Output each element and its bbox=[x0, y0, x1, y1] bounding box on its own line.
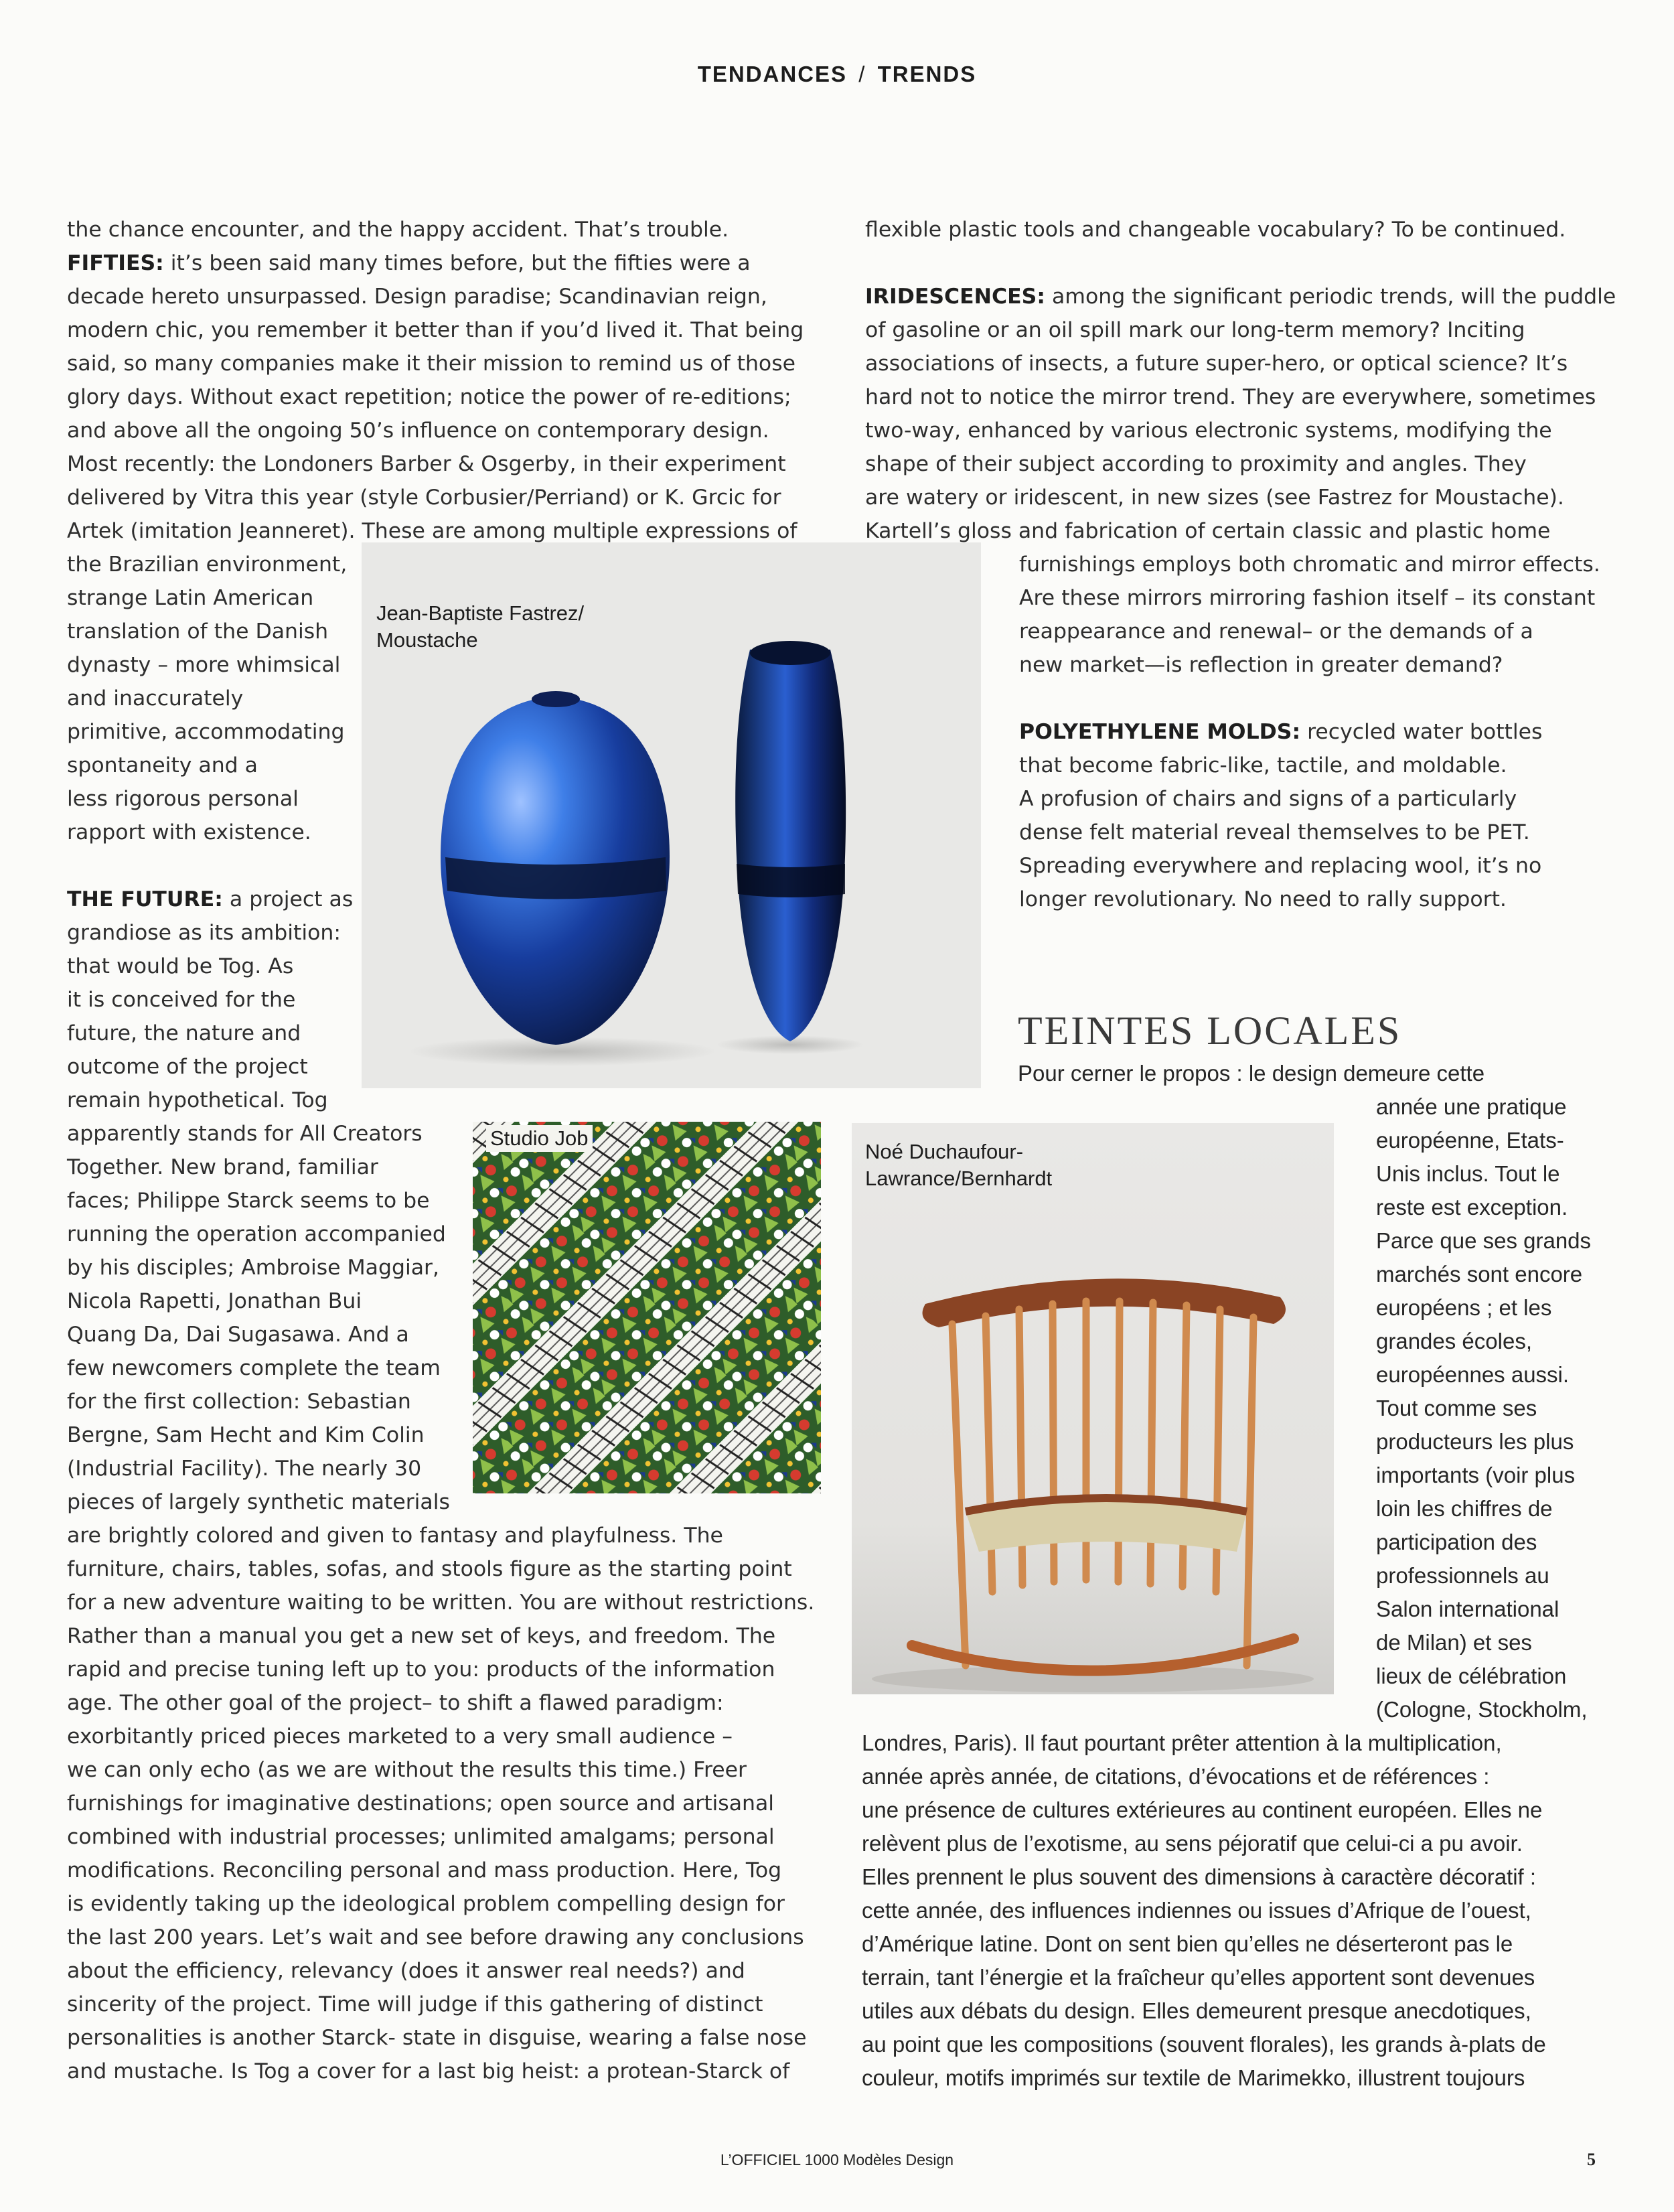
body-text-line: Artek (imitation Jeanneret). These are among multiple expressions of bbox=[67, 519, 797, 543]
body-text-line: primitive, accommodating bbox=[67, 720, 345, 744]
patterned-textile-image bbox=[473, 1122, 821, 1493]
body-text-line: dynasty – more whimsical bbox=[67, 653, 341, 677]
french-text-line: reste est exception. bbox=[1376, 1195, 1568, 1220]
french-text-line: Unis inclus. Tout le bbox=[1376, 1161, 1560, 1186]
body-text-line: are watery or iridescent, in new sizes (see Fastrez for Moustache). bbox=[865, 486, 1564, 510]
body-text-line: Kartell’s gloss and fabrication of certain classic and plastic home bbox=[865, 519, 1551, 543]
french-text-line: loin les chiffres de bbox=[1376, 1496, 1553, 1521]
body-text-line: personalities is another Starck- state in disguise, wearing a false nose bbox=[67, 2026, 807, 2050]
body-text-line: age. The other goal of the project– to shift a flawed paradigm: bbox=[67, 1691, 724, 1715]
body-text-line: Rather than a manual you get a new set of keys, and freedom. The bbox=[67, 1624, 776, 1648]
body-text-span: recycled water bottles bbox=[1307, 720, 1543, 744]
french-text-line: (Cologne, Stockholm, bbox=[1376, 1697, 1588, 1722]
body-text-line: outcome of the project bbox=[67, 1055, 308, 1079]
chair-photo-caption bbox=[865, 1138, 1052, 1192]
body-text-line: rapid and precise tuning left up to you: products of the information bbox=[67, 1657, 775, 1682]
french-text-line: producteurs les plus bbox=[1376, 1429, 1574, 1454]
french-text-line: lieux de célébration bbox=[1376, 1664, 1567, 1688]
body-text-line: sincerity of the project. Time will judge if this gathering of distinct bbox=[67, 1992, 763, 2016]
body-text-line: longer revolutionary. No need to rally support. bbox=[1019, 887, 1507, 911]
body-text-line: shape of their subject according to proximity and angles. They bbox=[865, 452, 1527, 476]
body-text-line: we can only echo (as we are without the results this time.) Freer bbox=[67, 1758, 747, 1782]
french-text-line: Pour cerner le propos : le design demeure cette bbox=[1018, 1061, 1485, 1086]
body-text-line: reappearance and renewal– or the demands of a bbox=[1019, 619, 1533, 644]
studio-job-photo bbox=[473, 1122, 821, 1493]
french-text-line: importants (voir plus bbox=[1376, 1463, 1576, 1487]
body-text-line: and inaccurately bbox=[67, 686, 244, 711]
body-text-line: furnishings employs both chromatic and mirror effects. bbox=[1019, 552, 1600, 577]
body-text-line: rapport with existence. bbox=[67, 820, 311, 844]
body-text-line: of gasoline or an oil spill mark our long-term memory? Inciting bbox=[865, 318, 1525, 342]
french-text-line: Parce que ses grands bbox=[1376, 1228, 1592, 1253]
running-head-fr: TENDANCES bbox=[697, 62, 848, 86]
body-text-line: modern chic, you remember it better than if you’d lived it. That being bbox=[67, 318, 804, 342]
body-text-span: a project as bbox=[229, 887, 354, 911]
french-text-line: grandes écoles, bbox=[1376, 1329, 1532, 1353]
body-text-line bbox=[865, 280, 1616, 313]
body-text-line: future, the nature and bbox=[67, 1021, 301, 1045]
body-text-span: among the significant periodic trends, will the puddle bbox=[1051, 285, 1616, 309]
body-text-line: few newcomers complete the team bbox=[67, 1356, 441, 1380]
body-text-line: about the efficiency, relevancy (does it answer real needs?) and bbox=[67, 1959, 745, 1983]
caption-line: Moustache bbox=[376, 628, 478, 652]
running-head-en: TRENDS bbox=[877, 62, 977, 86]
french-text-line: couleur, motifs imprimés sur textile de Marimekko, illustrent toujours bbox=[862, 2065, 1525, 2090]
body-text-line: decade hereto unsurpassed. Design paradise; Scandinavian reign, bbox=[67, 285, 767, 309]
french-text-line: terrain, tant l’énergie et la fraîcheur qu’elles apportent sont devenues bbox=[862, 1965, 1535, 1990]
lead-the-future: THE FUTURE: bbox=[67, 887, 223, 911]
body-text-line: two-way, enhanced by various electronic systems, modifying the bbox=[865, 419, 1552, 443]
french-text-line: marchés sont encore bbox=[1376, 1262, 1583, 1286]
body-text-line: furnishings for imaginative destinations; open source and artisanal bbox=[67, 1791, 775, 1816]
vases-photo-caption bbox=[376, 600, 584, 654]
french-text-line: au point que les compositions (souvent florales), les grands à-plats de bbox=[862, 2032, 1546, 2057]
french-text-line: Salon international bbox=[1376, 1597, 1559, 1621]
body-text-line: strange Latin American bbox=[67, 586, 314, 610]
body-text-line: dense felt material reveal themselves to be PET. bbox=[1019, 820, 1530, 844]
body-text-line: (Industrial Facility). The nearly 30 bbox=[67, 1457, 422, 1481]
french-text-line: année une pratique bbox=[1376, 1094, 1567, 1119]
body-text-span: it’s been said many times before, but the fifties were a bbox=[170, 251, 751, 275]
body-text-line: that become fabric-like, tactile, and moldable. bbox=[1019, 753, 1507, 778]
body-text-line: associations of insects, a future super-hero, or optical science? It’s bbox=[865, 352, 1568, 376]
french-text-line: européenne, Etats- bbox=[1376, 1128, 1564, 1153]
french-text-line: européennes aussi. bbox=[1376, 1362, 1570, 1387]
body-text-line: furniture, chairs, tables, sofas, and stools figure as the starting point bbox=[67, 1557, 792, 1581]
page-number: 5 bbox=[1587, 2150, 1596, 2169]
body-text-line: are brightly colored and given to fantasy and playfulness. The bbox=[67, 1524, 723, 1548]
body-text-line: combined with industrial processes; unlimited amalgams; personal bbox=[67, 1825, 775, 1849]
body-text-line bbox=[67, 883, 353, 916]
caption-line: Jean-Baptiste Fastrez/ bbox=[376, 601, 585, 625]
body-text-line: Bergne, Sam Hecht and Kim Colin bbox=[67, 1423, 425, 1447]
body-text-line: running the operation accompanied bbox=[67, 1222, 446, 1246]
body-text-line: less rigorous personal bbox=[67, 787, 299, 811]
body-text-line: translation of the Danish bbox=[67, 619, 329, 644]
body-text-line: remain hypothetical. Tog bbox=[67, 1088, 328, 1112]
body-text-line: delivered by Vitra this year (style Corbusier/Perriand) or K. Grcic for bbox=[67, 486, 781, 510]
body-text-line: the Brazilian environment, bbox=[67, 552, 348, 577]
body-text-line: for the first collection: Sebastian bbox=[67, 1390, 411, 1414]
body-text-line: Together. New brand, familiar bbox=[67, 1155, 378, 1179]
french-text-line: européens ; et les bbox=[1376, 1295, 1552, 1320]
body-text-line bbox=[1019, 715, 1542, 749]
caption-line: Noé Duchaufour- bbox=[865, 1140, 1024, 1163]
section-title-teintes-locales: TEINTES LOCALES bbox=[1018, 1009, 1402, 1053]
french-text-line: d’Amérique latine. Dont on sent bien qu’elles ne déserteront pas le bbox=[862, 1931, 1513, 1956]
body-text-line: and above all the ongoing 50’s influence on contemporary design. bbox=[67, 419, 769, 443]
studio-job-caption: Studio Job bbox=[486, 1125, 593, 1152]
french-text-line: cette année, des influences indiennes ou issues d’Afrique de l’ouest, bbox=[862, 1898, 1531, 1923]
running-head-separator: / bbox=[858, 62, 866, 86]
body-text-line: said, so many companies make it their mission to remind us of those bbox=[67, 352, 795, 376]
body-text-line: Nicola Rapetti, Jonathan Bui bbox=[67, 1289, 362, 1313]
french-text-line: une présence de cultures extérieures au continent européen. Elles ne bbox=[862, 1797, 1543, 1822]
body-text-line: Are these mirrors mirroring fashion itself – its constant bbox=[1019, 586, 1596, 610]
body-text-line: hard not to notice the mirror trend. They are everywhere, sometimes bbox=[865, 385, 1596, 409]
body-text-line: pieces of largely synthetic materials bbox=[67, 1490, 450, 1514]
running-head bbox=[0, 62, 1674, 87]
body-text-line: Most recently: the Londoners Barber & Osgerby, in their experiment bbox=[67, 452, 786, 476]
body-text-line: grandiose as its ambition: bbox=[67, 921, 341, 945]
french-text-line: relèvent plus de l’exotisme, au sens péjoratif que celui-ci a pu avoir. bbox=[862, 1831, 1523, 1856]
french-text-line: Tout comme ses bbox=[1376, 1396, 1537, 1420]
footer-publication: L’OFFICIEL 1000 Modèles Design bbox=[720, 2151, 954, 2168]
body-text-line: and mustache. Is Tog a cover for a last big heist: a protean-Starck of bbox=[67, 2059, 790, 2083]
body-text-line: exorbitantly priced pieces marketed to a very small audience – bbox=[67, 1724, 733, 1749]
body-text-line: glory days. Without exact repetition; notice the power of re-editions; bbox=[67, 385, 791, 409]
body-text-line bbox=[67, 246, 751, 280]
body-text-line: A profusion of chairs and signs of a particularly bbox=[1019, 787, 1517, 811]
body-text-line: new market—is reflection in greater demand? bbox=[1019, 653, 1503, 677]
french-text-line: Londres, Paris). Il faut pourtant prêter attention à la multiplication, bbox=[862, 1730, 1502, 1755]
french-text-line: Elles prennent le plus souvent des dimensions à caractère décoratif : bbox=[862, 1864, 1537, 1889]
body-text-line: modifications. Reconciling personal and mass production. Here, Tog bbox=[67, 1858, 782, 1883]
body-text-line: for a new adventure waiting to be written. You are without restrictions. bbox=[67, 1591, 815, 1615]
body-text-line: the last 200 years. Let’s wait and see before drawing any conclusions bbox=[67, 1925, 804, 1949]
body-text-line: it is conceived for the bbox=[67, 988, 296, 1012]
lead-fifties: FIFTIES: bbox=[67, 251, 164, 275]
lead-polyethylene-molds: POLYETHYLENE MOLDS: bbox=[1019, 720, 1301, 744]
body-text-line: spontaneity and a bbox=[67, 753, 258, 778]
body-text-line: the chance encounter, and the happy accident. That’s trouble. bbox=[67, 218, 729, 242]
body-text-line: that would be Tog. As bbox=[67, 954, 294, 978]
french-text-line: professionnels au bbox=[1376, 1563, 1549, 1588]
french-text-line: de Milan) et ses bbox=[1376, 1630, 1532, 1655]
french-text-line: participation des bbox=[1376, 1530, 1537, 1554]
body-text-line: faces; Philippe Starck seems to be bbox=[67, 1189, 430, 1213]
rocking-chair-image bbox=[852, 1123, 1334, 1694]
body-text-line: Spreading everywhere and replacing wool, it’s no bbox=[1019, 854, 1542, 878]
rocking-chair-photo bbox=[852, 1123, 1334, 1694]
lead-iridescences: IRIDESCENCES: bbox=[865, 285, 1045, 309]
body-text-line: is evidently taking up the ideological problem compelling design for bbox=[67, 1892, 785, 1916]
french-text-line: année après année, de citations, d’évocations et de références : bbox=[862, 1764, 1490, 1789]
body-text-line: apparently stands for All Creators bbox=[67, 1122, 423, 1146]
caption-line: Lawrance/Bernhardt bbox=[865, 1167, 1053, 1190]
body-text-line: Quang Da, Dai Sugasawa. And a bbox=[67, 1323, 409, 1347]
body-text-line: by his disciples; Ambroise Maggiar, bbox=[67, 1256, 439, 1280]
french-text-line: utiles aux débats du design. Elles demeurent presque anecdotiques, bbox=[862, 1998, 1531, 2023]
body-text-line: flexible plastic tools and changeable vocabulary? To be continued. bbox=[865, 218, 1566, 242]
